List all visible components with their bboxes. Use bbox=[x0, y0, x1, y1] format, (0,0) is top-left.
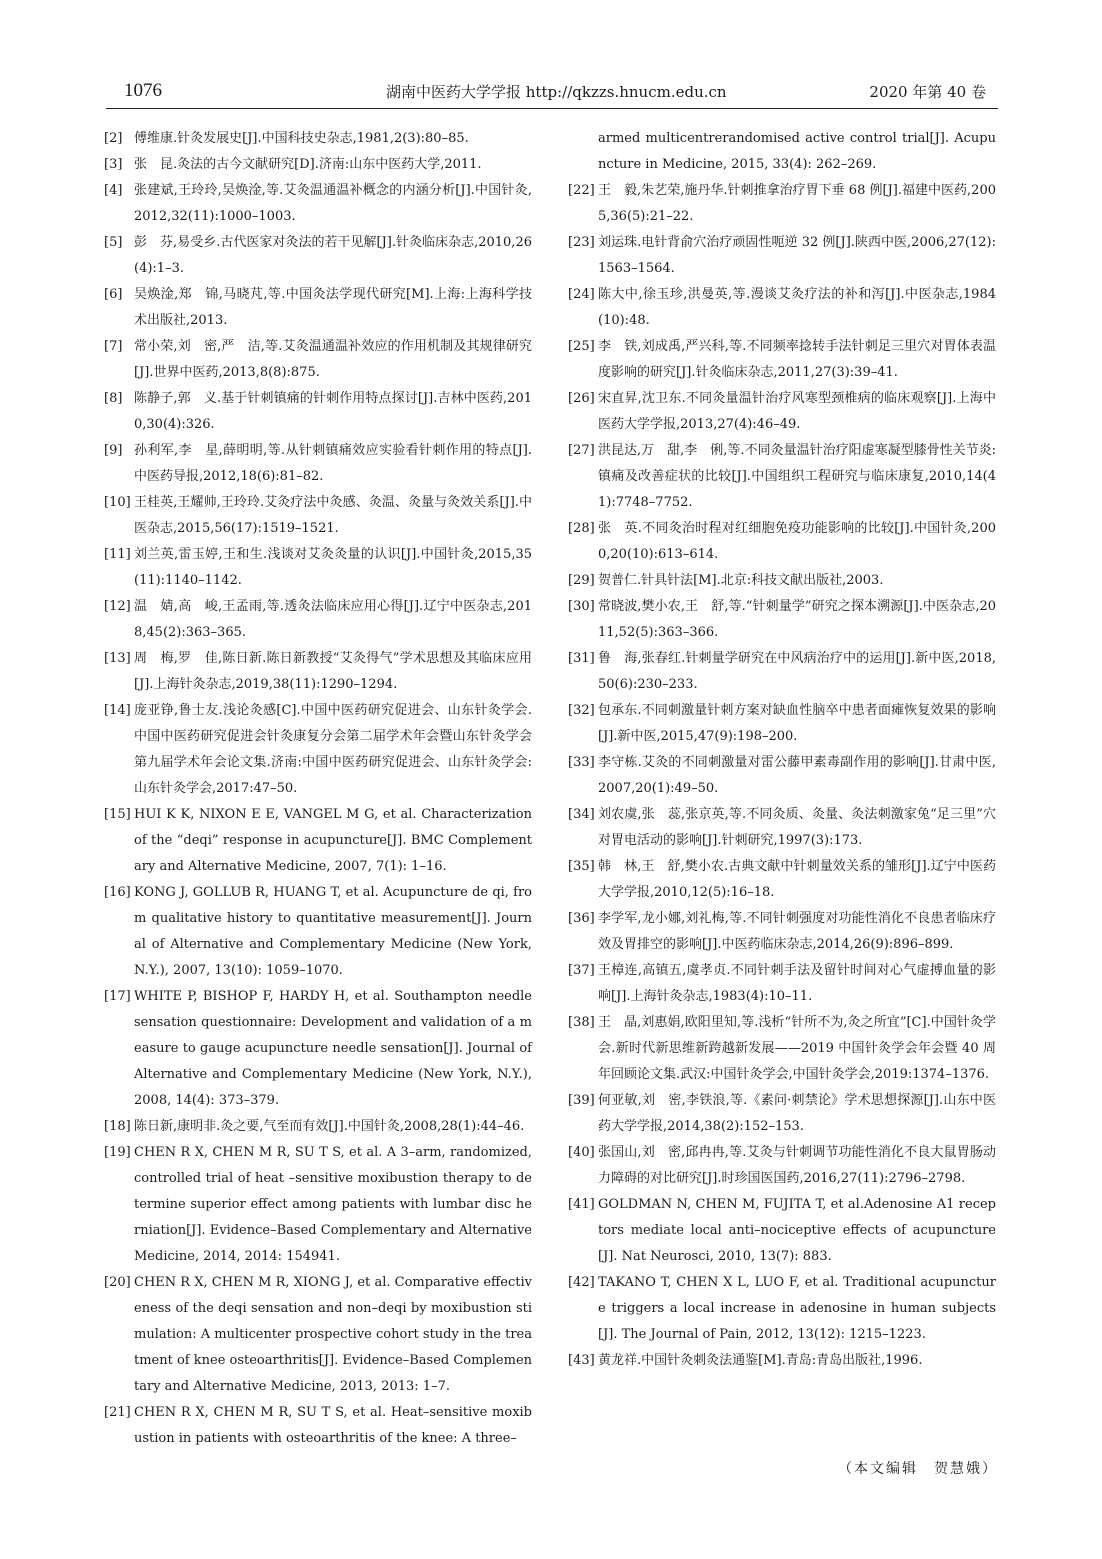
reference-text: KONG J, GOLLUB R, HUANG T, et al. Acupuncture de qi, from qualitative history to quantitative measurement[J]. Journal of Alternative and Complementary Medicine (New York, N.Y.), 2007, 13(10): 1059–1070. bbox=[134, 885, 532, 978]
editor-note: （本文编辑 贺慧娥） bbox=[838, 1461, 998, 1477]
reference-number: [6] bbox=[104, 287, 123, 302]
reference-number: [23] bbox=[568, 235, 595, 250]
reference-number: [19] bbox=[104, 1145, 131, 1160]
reference-number: [36] bbox=[568, 911, 595, 926]
reference-number: [20] bbox=[104, 1275, 131, 1290]
reference-number: [39] bbox=[568, 1093, 595, 1108]
reference-text: 傅维康.针灸发展史[J].中国科技史杂志,1981,2(3):80–85. bbox=[134, 131, 469, 146]
reference-number: [31] bbox=[568, 651, 595, 666]
reference-item bbox=[104, 126, 532, 152]
reference-number: [9] bbox=[104, 443, 123, 458]
reference-number: [11] bbox=[104, 547, 131, 562]
reference-number: [43] bbox=[568, 1353, 595, 1368]
reference-text: 王 晶,刘惠娟,欧阳里知,等.浅析“针所不为,灸之所宜”[C].中国针灸学会.新时代新思维新跨越新发展——2019 中国针灸学会年会暨 40 周年回顾论文集.武汉:中国针灸学会,中国针灸学会,2019:1374–1376. bbox=[598, 1015, 996, 1082]
reference-text: 韩 林,王 舒,樊小农.古典文献中针刺量效关系的雏形[J].辽宁中医药大学学报,2010,12(5):16–18. bbox=[598, 859, 996, 900]
reference-item bbox=[568, 334, 996, 386]
reference-number: [38] bbox=[568, 1015, 595, 1030]
reference-text: 洪昆达,万 甜,李 俐,等.不同灸量温针治疗阳虚寒凝型膝骨性关节炎:镇痛及改善症状的比较[J].中国组织工程研究与临床康复,2010,14(41):7748–7752. bbox=[598, 443, 996, 510]
reference-number: [13] bbox=[104, 651, 131, 666]
reference-number: [21] bbox=[104, 1405, 131, 1420]
reference-item bbox=[568, 568, 996, 594]
journal-title: 湖南中医药大学学报 http://qkzzs.hnucm.edu.cn bbox=[386, 83, 727, 101]
reference-item bbox=[568, 282, 996, 334]
reference-number: [26] bbox=[568, 391, 595, 406]
reference-item bbox=[104, 1400, 532, 1452]
reference-number: [17] bbox=[104, 989, 131, 1004]
reference-number: [5] bbox=[104, 235, 123, 250]
reference-text: 彭 芬,易受乡.古代医家对灸法的若干见解[J].针灸临床杂志,2010,26(4):1–3. bbox=[134, 235, 532, 276]
reference-number: [35] bbox=[568, 859, 595, 874]
reference-number: [27] bbox=[568, 443, 595, 458]
reference-item bbox=[104, 1140, 532, 1270]
reference-item bbox=[568, 1088, 996, 1140]
reference-number: [32] bbox=[568, 703, 595, 718]
reference-text: 张 昆.灸法的古今文献研究[D].济南:山东中医药大学,2011. bbox=[134, 157, 482, 172]
reference-text: CHEN R X, CHEN M R, XIONG J, et al. Comparative effectiveness of the deqi sensation and non–deqi by moxibustion stimulation: A multicenter prospective cohort study in the treatment of knee osteoarthritis[J]. Evidence–Based Complementary and Alternative Medicine, 2013, 2013: 1–7. bbox=[134, 1275, 533, 1394]
reference-number: [4] bbox=[104, 183, 123, 198]
reference-text: CHEN R X, CHEN M R, SU T S, et al. A 3–arm, randomized, controlled trial of heat –sensitive moxibustion therapy to determine superior effect among patients with lumbar disc herniation[J]. Evidence–Based Complementary and Alternative Medicine, 2014, 2014: 154941. bbox=[134, 1145, 532, 1264]
reference-item bbox=[104, 542, 532, 594]
reference-item bbox=[568, 386, 996, 438]
reference-text: 王 毅,朱艺荣,施丹华.针刺推拿治疗胃下垂 68 例[J].福建中医药,2005,36(5):21–22. bbox=[598, 183, 996, 224]
reference-item bbox=[568, 516, 996, 568]
reference-number: [30] bbox=[568, 599, 595, 614]
reference-number: [25] bbox=[568, 339, 595, 354]
reference-text: CHEN R X, CHEN M R, SU T S, et al. Heat–sensitive moxibustion in patients with osteoarthritis of the knee: A three– bbox=[134, 1405, 532, 1446]
volume-info: 2020 年第 40 卷 bbox=[869, 83, 986, 101]
reference-item bbox=[568, 802, 996, 854]
reference-number: [37] bbox=[568, 963, 595, 978]
reference-item bbox=[568, 854, 996, 906]
reference-number: [18] bbox=[104, 1119, 131, 1134]
reference-item bbox=[568, 1140, 996, 1192]
reference-number: [29] bbox=[568, 573, 595, 588]
reference-number: [12] bbox=[104, 599, 131, 614]
reference-item bbox=[104, 438, 532, 490]
reference-number: [28] bbox=[568, 521, 595, 536]
reference-item bbox=[568, 126, 996, 178]
reference-item bbox=[568, 178, 996, 230]
reference-text: 李学军,龙小娜,刘礼梅,等.不同针刺强度对功能性消化不良患者临床疗效及胃排空的影响[J].中医药临床杂志,2014,26(9):896–899. bbox=[598, 911, 996, 952]
reference-number: [14] bbox=[104, 703, 131, 718]
reference-item bbox=[568, 438, 996, 516]
reference-item bbox=[568, 750, 996, 802]
reference-text: 陈大中,徐玉珍,洪曼英,等.漫谈艾灸疗法的补和泻[J].中医杂志,1984(10):48. bbox=[598, 287, 996, 328]
reference-number: [33] bbox=[568, 755, 595, 770]
reference-item bbox=[104, 178, 532, 230]
reference-number: [10] bbox=[104, 495, 131, 510]
reference-item bbox=[568, 594, 996, 646]
reference-item bbox=[104, 334, 532, 386]
page-header bbox=[106, 78, 998, 109]
reference-text: 黄龙祥.中国针灸刺灸法通鉴[M].青岛:青岛出版社,1996. bbox=[598, 1353, 923, 1368]
reference-text: 王桂英,王耀帅,王玲玲.艾灸疗法中灸感、灸温、灸量与灸效关系[J].中医杂志,2015,56(17):1519–1521. bbox=[134, 495, 532, 536]
page-number: 1076 bbox=[124, 80, 162, 101]
reference-text: 吴焕淦,郑 锦,马晓芃,等.中国灸法学现代研究[M].上海:上海科学技术出版社,2013. bbox=[134, 287, 532, 328]
reference-item bbox=[568, 1270, 996, 1348]
reference-text: 何亚敏,刘 密,李铁浪,等.《素问·刺禁论》学术思想探源[J].山东中医药大学学报,2014,38(2):152–153. bbox=[598, 1093, 996, 1134]
reference-number: [40] bbox=[568, 1145, 595, 1160]
reference-text: 孙利军,李 星,薛明明,等.从针刺镇痛效应实验看针刺作用的特点[J].中医药导报,2012,18(6):81–82. bbox=[134, 443, 532, 484]
reference-item bbox=[104, 646, 532, 698]
reference-item bbox=[104, 802, 532, 880]
reference-text: 张国山,刘 密,邱冉冉,等.艾灸与针刺调节功能性消化不良大鼠胃肠动力障碍的对比研究[J].时珍国医国药,2016,27(11):2796–2798. bbox=[598, 1145, 996, 1186]
reference-text: 鲁 海,张春红.针刺量学研究在中风病治疗中的运用[J].新中医,2018,50(6):230–233. bbox=[598, 651, 996, 692]
reference-number: [3] bbox=[104, 157, 123, 172]
reference-text: TAKANO T, CHEN X L, LUO F, et al. Traditional acupuncture triggers a local increase in adenosine in human subjects[J]. The Journal of Pain, 2012, 13(12): 1215–1223. bbox=[598, 1275, 996, 1342]
reference-text: 陈静子,郭 义.基于针刺镇痛的针刺作用特点探讨[J].吉林中医药,2010,30(4):326. bbox=[134, 391, 532, 432]
reference-number: [8] bbox=[104, 391, 123, 406]
reference-text: 周 梅,罗 佳,陈日新.陈日新教授“艾灸得气”学术思想及其临床应用[J].上海针灸杂志,2019,38(11):1290–1294. bbox=[134, 651, 532, 692]
reference-text: 王樟连,高镇五,虞孝贞.不同针刺手法及留针时间对心气虚搏血量的影响[J].上海针灸杂志,1983(4):10–11. bbox=[598, 963, 996, 1004]
reference-text: 李守栋.艾灸的不同刺激量对雷公藤甲素毒副作用的影响[J].甘肃中医,2007,20(1):49–50. bbox=[598, 755, 996, 796]
reference-item bbox=[104, 594, 532, 646]
reference-item bbox=[568, 230, 996, 282]
reference-text: WHITE P, BISHOP F, HARDY H, et al. Southampton needle sensation questionnaire: Development and validation of a measure to gauge acupuncture needle sensation[J]. Journal of Alternative and Complementary Medicine (New York, N.Y.), 2008, 14(4): 373–379. bbox=[134, 989, 532, 1108]
reference-item bbox=[104, 698, 532, 802]
reference-number: [34] bbox=[568, 807, 595, 822]
references-left-column bbox=[104, 126, 532, 1452]
reference-item bbox=[568, 958, 996, 1010]
reference-text: 庞亚铮,鲁士友.浅论灸感[C].中国中医药研究促进会、山东针灸学会.中国中医药研究促进会针灸康复分会第二届学术年会暨山东针灸学会第九届学术年会论文集.济南:中国中医药研究促进会、山东针灸学会:山东针灸学会,2017:47–50. bbox=[134, 703, 532, 796]
reference-item bbox=[104, 230, 532, 282]
reference-item bbox=[104, 490, 532, 542]
reference-item bbox=[568, 1192, 996, 1270]
reference-text: 刘农虞,张 蕊,张京英,等.不同灸质、灸量、灸法刺激家兔“足三里”穴对胃电活动的影响[J].针刺研究,1997(3):173. bbox=[598, 807, 996, 848]
reference-text: 张 英.不同灸治时程对红细胞免疫功能影响的比较[J].中国针灸,2000,20(10):613–614. bbox=[598, 521, 996, 562]
reference-text: 温 婧,高 峻,王孟雨,等.透灸法临床应用心得[J].辽宁中医杂志,2018,45(2):363–365. bbox=[134, 599, 532, 640]
reference-text: 刘兰英,雷玉婷,王和生.浅谈对艾灸灸量的认识[J].中国针灸,2015,35(11):1140–1142. bbox=[134, 547, 532, 588]
reference-item bbox=[104, 1270, 532, 1400]
reference-item bbox=[104, 984, 532, 1114]
reference-text: 宋直昇,沈卫东.不同灸量温针治疗风寒型颈椎病的临床观察[J].上海中医药大学学报,2013,27(4):46–49. bbox=[598, 391, 996, 432]
references-right-column bbox=[568, 126, 996, 1374]
reference-text: 刘运珠.电针背俞穴治疗顽固性呃逆 32 例[J].陕西中医,2006,27(12):1563–1564. bbox=[598, 235, 996, 276]
reference-number: [41] bbox=[568, 1197, 595, 1212]
reference-text: GOLDMAN N, CHEN M, FUJITA T, et al.Adenosine A1 receptors mediate local anti–nociceptive effects of acupuncture[J]. Nat Neurosci, 2010, 13(7): 883. bbox=[598, 1197, 996, 1264]
reference-text: HUI K K, NIXON E E, VANGEL M G, et al. Characterization of the “deqi” response in acupuncture[J]. BMC Complementary and Alternative Medicine, 2007, 7(1): 1–16. bbox=[134, 807, 532, 874]
reference-number: [42] bbox=[568, 1275, 595, 1290]
reference-item bbox=[104, 1114, 532, 1140]
reference-text: 常晓波,樊小农,王 舒,等.“针刺量学”研究之探本溯源[J].中医杂志,2011,52(5):363–366. bbox=[598, 599, 996, 640]
reference-text: 常小荣,刘 密,严 洁,等.艾灸温通温补效应的作用机制及其规律研究[J].世界中医药,2013,8(8):875. bbox=[134, 339, 532, 380]
reference-item bbox=[568, 646, 996, 698]
reference-item bbox=[568, 906, 996, 958]
reference-item bbox=[104, 386, 532, 438]
reference-item bbox=[104, 880, 532, 984]
reference-text: 张建斌,王玲玲,吴焕淦,等.艾灸温通温补概念的内涵分析[J].中国针灸,2012,32(11):1000–1003. bbox=[134, 183, 532, 224]
reference-number: [15] bbox=[104, 807, 131, 822]
reference-text: 陈日新,康明非.灸之要,气至而有效[J].中国针灸,2008,28(1):44–46. bbox=[134, 1119, 525, 1134]
reference-item bbox=[104, 152, 532, 178]
reference-text: 李 铁,刘成禹,严兴科,等.不同频率捻转手法针刺足三里穴对胃体表温度影响的研究[J].针灸临床杂志,2011,27(3):39–41. bbox=[598, 339, 996, 380]
reference-text: armed multicentrerandomised active control trial[J]. Acupuncture in Medicine, 2015, 33(4): 262–269. bbox=[598, 131, 996, 172]
reference-number: [16] bbox=[104, 885, 131, 900]
reference-item bbox=[104, 282, 532, 334]
reference-number: [2] bbox=[104, 131, 123, 146]
reference-number: [24] bbox=[568, 287, 595, 302]
reference-item bbox=[568, 1010, 996, 1088]
reference-number: [22] bbox=[568, 183, 595, 198]
reference-item bbox=[568, 1348, 996, 1374]
reference-item bbox=[568, 698, 996, 750]
reference-number: [7] bbox=[104, 339, 123, 354]
reference-text: 贺普仁.针具针法[M].北京:科技文献出版社,2003. bbox=[598, 573, 884, 588]
reference-text: 包承东.不同刺激量针刺方案对缺血性脑卒中患者面瘫恢复效果的影响[J].新中医,2015,47(9):198–200. bbox=[598, 703, 996, 744]
